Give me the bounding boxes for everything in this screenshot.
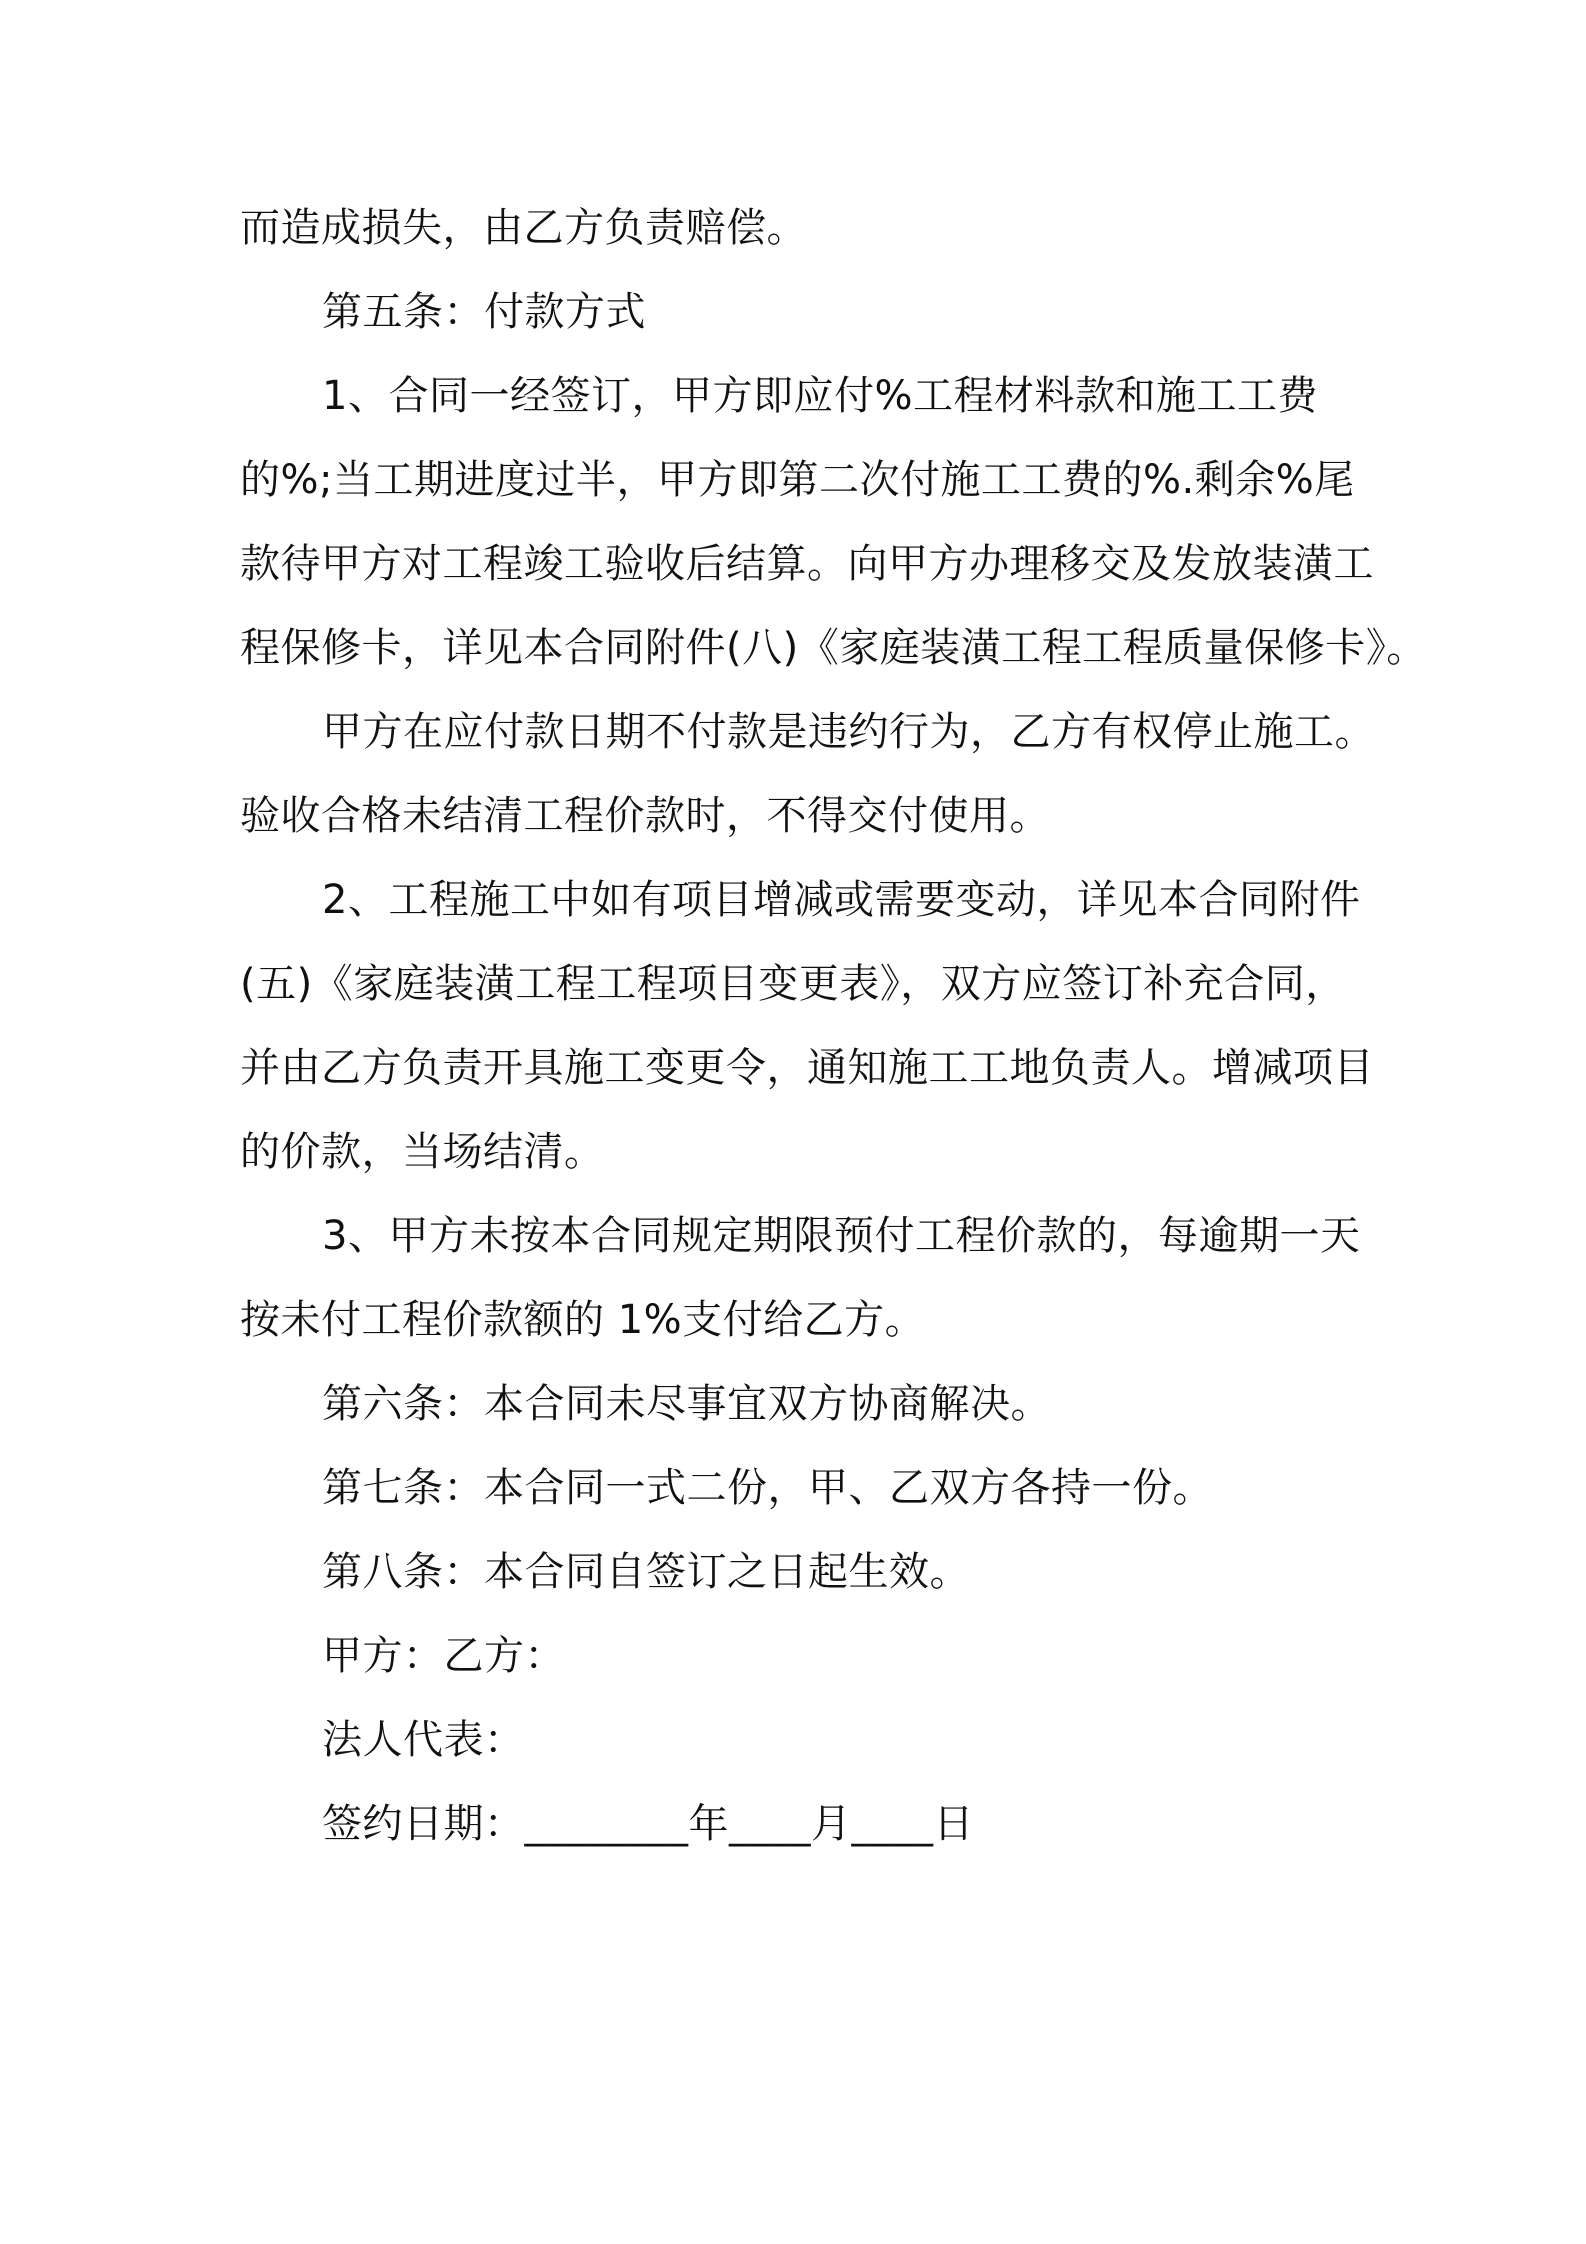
paragraph-line: 而造成损失，由乙方负责赔偿。 <box>240 205 807 251</box>
section-heading-article-5: 第五条：付款方式 <box>322 289 646 335</box>
section-heading-article-7: 第七条：本合同一式二份，甲、乙双方各持一份。 <box>322 1465 1213 1511</box>
paragraph-line: 并由乙方负责开具施工变更令，通知施工工地负责人。增减项目 <box>240 1045 1374 1091</box>
signing-date: 签约日期：________年____月____日 <box>322 1801 974 1847</box>
paragraph-line: 甲方在应付款日期不付款是违约行为，乙方有权停止施工。 <box>322 709 1375 755</box>
paragraph-line: 程保修卡，详见本合同附件(八)《家庭装潢工程工程质量保修卡》。 <box>240 625 1427 671</box>
paragraph-line: 2、工程施工中如有项目增减或需要变动，详见本合同附件 <box>322 877 1361 923</box>
section-heading-article-8: 第八条：本合同自签订之日起生效。 <box>322 1549 970 1595</box>
paragraph-line: 1、合同一经签订，甲方即应付%工程材料款和施工工费 <box>322 373 1318 419</box>
signature-parties: 甲方：乙方： <box>322 1633 565 1679</box>
paragraph-line: 的%;当工期进度过半，甲方即第二次付施工工费的%.剩余%尾 <box>240 457 1355 503</box>
paragraph-line: 验收合格未结清工程价款时，不得交付使用。 <box>240 793 1050 839</box>
paragraph-line: (五)《家庭装潢工程工程项目变更表》，双方应签订补充合同， <box>240 961 1346 1007</box>
paragraph-line: 款待甲方对工程竣工验收后结算。向甲方办理移交及发放装潢工 <box>240 541 1374 587</box>
paragraph-line: 3、甲方未按本合同规定期限预付工程价款的，每逾期一天 <box>322 1213 1361 1259</box>
section-heading-article-6: 第六条：本合同未尽事宜双方协商解决。 <box>322 1381 1051 1427</box>
legal-representative: 法人代表： <box>322 1717 525 1763</box>
paragraph-line: 的价款，当场结清。 <box>240 1129 605 1175</box>
paragraph-line: 按未付工程价款额的 1%支付给乙方。 <box>240 1297 926 1343</box>
